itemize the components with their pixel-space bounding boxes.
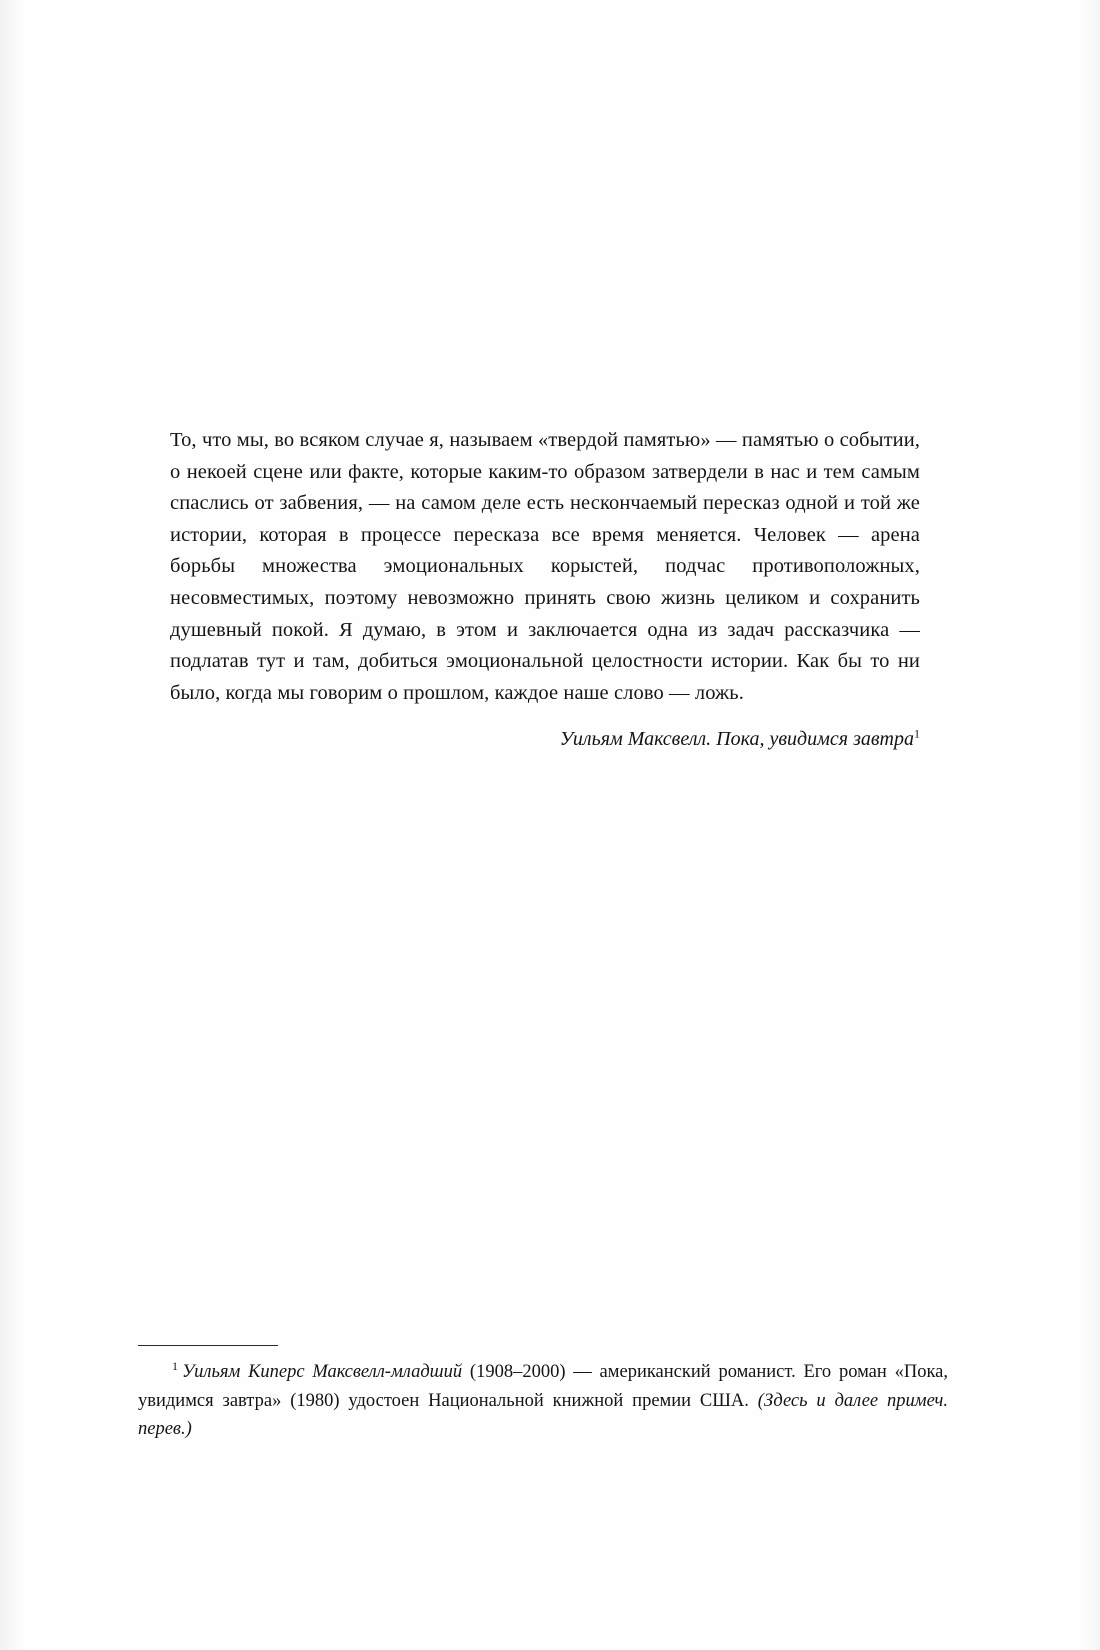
footnote-author-name: Уильям Киперс Максвелл-младший xyxy=(182,1362,463,1382)
footnote-number: 1 xyxy=(172,1358,178,1373)
epigraph-attribution xyxy=(170,725,920,753)
footnote-zone xyxy=(138,1345,948,1444)
footnote-separator-rule xyxy=(138,1345,278,1346)
epigraph-block xyxy=(170,425,920,753)
footnote-text xyxy=(138,1358,948,1444)
footnote-translator-note: (Здесь и далее примеч. перев.) xyxy=(138,1390,948,1439)
footnote-reference-marker: 1 xyxy=(914,726,920,741)
footnote-body: (1908–2000) — американский романист. Его роман «Пока, увидимся завтра» (1980) удостоен Национальной книжной премии США. xyxy=(138,1362,948,1411)
attribution-source: Уильям Максвелл. Пока, увидимся завтра xyxy=(559,728,914,751)
epigraph-text: То, что мы, во всяком случае я, называем «твердой памятью» — памятью о событии, о некоей сцене или факте, которые каким-то образом затвердели в нас и тем самым спаслись от забвения, — на самом деле есть нескончаемый пересказ одной и той же истории, которая в процессе пересказа все время меняется. Человек — арена борьбы множества эмоциональных корыстей, подчас противоположных, несовместимых, поэтому невозможно принять свою жизнь целиком и сохранить душевный покой. Я думаю, в этом и заключается одна из задач рассказчика — подлатав тут и там, добиться эмоциональной целостности истории. Как бы то ни было, когда мы говорим о прошлом, каждое наше слово — ложь. xyxy=(170,429,920,704)
